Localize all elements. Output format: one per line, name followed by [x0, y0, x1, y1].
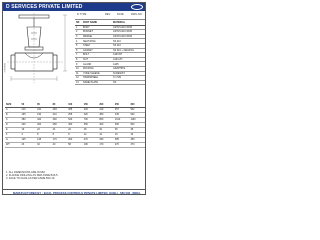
dims-cell: 170 — [99, 143, 104, 147]
parts-table — [75, 21, 145, 85]
parts-cell-name: GASKET — [83, 48, 93, 52]
dims-header-cell: 50 — [21, 103, 25, 107]
dims-cell: 8 — [37, 133, 39, 137]
dims-cell: 460 — [52, 118, 57, 122]
parts-cell-name: STEM — [83, 44, 90, 48]
dims-cell: 520 — [130, 113, 135, 117]
title-field-rev: REV — [105, 13, 111, 16]
parts-cell-sr: 10 — [76, 67, 79, 71]
dims-header-cell: 65 — [37, 103, 40, 107]
company-name: D SERVICES PRIVATE LIMITED — [6, 4, 83, 10]
company-logo — [131, 4, 143, 10]
dims-cell: 385 — [114, 138, 119, 142]
dims-cell: 419 — [99, 108, 104, 112]
parts-cell-sr: 3 — [76, 35, 78, 39]
dims-cell: 19 — [21, 128, 25, 132]
dims-cell: 850 — [99, 118, 104, 122]
note-line: 2. FLANGE DRILLING AS PER ASME B16.5. — [6, 174, 59, 177]
dims-cell: 23 — [21, 143, 25, 147]
parts-cell-material: SS 410 — [113, 44, 121, 48]
parts-cell-material: A193 B7 — [113, 53, 123, 57]
parts-cell-sr: 9 — [76, 62, 78, 66]
dimensions-table — [5, 103, 145, 148]
parts-cell-material: ASTM A216 WCB — [113, 30, 132, 34]
dims-cell: 216 — [21, 108, 26, 112]
valve-drawing — [5, 13, 74, 91]
dims-cell: 40 — [52, 143, 56, 147]
parts-cell-sr: 1 — [76, 25, 78, 29]
dims-cell: 450 — [130, 138, 135, 142]
dims-header-cell: 80 — [52, 103, 56, 107]
dims-cell: 700 — [83, 118, 88, 122]
dims-cell: B — [6, 113, 8, 117]
parts-cell-material: NI-RESIST — [113, 71, 125, 75]
parts-cell-material: CI / MS — [113, 76, 121, 80]
dims-cell: 380 — [21, 118, 26, 122]
dims-cell: 241 — [37, 108, 42, 112]
parts-cell-name: BONNET — [83, 30, 93, 34]
dims-header-cell: 150 — [83, 103, 88, 107]
dims-cell: 190 — [37, 113, 42, 117]
parts-cell-sr: 7 — [76, 53, 78, 57]
parts-cell-material: SS — [113, 81, 117, 85]
dims-cell: 16 — [114, 133, 118, 137]
parts-cell-sr: 13 — [76, 81, 79, 85]
parts-cell-sr: 6 — [76, 48, 78, 52]
dims-cell: 370 — [130, 143, 135, 147]
parts-row — [75, 81, 145, 86]
drawing-sheet — [2, 2, 146, 195]
dims-cell: 305 — [68, 108, 73, 112]
dims-cell: 106 — [83, 143, 88, 147]
dims-cell: 24 — [52, 128, 56, 132]
dims-cell: 170 — [52, 138, 57, 142]
dims-cell: 540 — [68, 118, 73, 122]
dims-cell: 8 — [52, 133, 54, 137]
parts-cell-material: A105 — [113, 62, 119, 66]
dims-cell: 450 — [114, 123, 119, 127]
dims-cell: WT — [6, 143, 10, 147]
note-line: 1. ALL DIMENSIONS ARE IN MM. — [6, 171, 46, 174]
dims-cell: 22 — [37, 128, 40, 132]
dims-cell: E — [6, 128, 8, 132]
dims-cell: 12 — [83, 133, 87, 137]
dims-cell: A — [6, 108, 8, 112]
parts-cell-name: BOLT — [83, 53, 90, 57]
dims-cell: 300 — [68, 123, 73, 127]
dims-cell: 330 — [99, 138, 104, 142]
parts-cell-name: BODY — [83, 25, 90, 29]
dims-cell: 8 — [68, 133, 70, 137]
parts-cell-name: GLAND — [83, 62, 92, 66]
dims-header-cell: 250 — [114, 103, 119, 107]
parts-cell-name: PACKING — [83, 67, 94, 71]
dims-cell: 1010 — [114, 118, 121, 122]
dims-header-cell: SIZE — [6, 103, 12, 107]
parts-cell-material: SS 410 — [113, 39, 121, 43]
title-field-date: DATE — [117, 13, 124, 16]
dims-row — [5, 143, 145, 148]
parts-cell-sr: 4 — [76, 39, 78, 43]
note-line: 3. FACE TO FACE AS PER ASME B16.10. — [6, 177, 56, 180]
parts-header-name: PART NAME — [83, 21, 98, 25]
dims-header-cell: 100 — [68, 103, 73, 107]
dims-cell: 457 — [114, 108, 119, 112]
dims-cell: 270 — [83, 138, 88, 142]
dims-cell: 38 — [130, 128, 134, 132]
parts-cell-material: ASTM A216 WCB — [113, 25, 132, 29]
dims-cell: 420 — [37, 118, 42, 122]
dims-cell: G — [6, 138, 8, 142]
dims-cell: 270 — [114, 143, 119, 147]
parts-cell-material: GRAPHITE — [113, 67, 126, 71]
dims-cell: 200 — [68, 138, 73, 142]
parts-cell-material: SS 316 + GRAFOIL — [113, 48, 135, 52]
parts-cell-sr: 2 — [76, 30, 78, 34]
dims-cell: 32 — [37, 143, 40, 147]
parts-cell-name: WEDGE — [83, 35, 93, 39]
parts-cell-name: NAME PLATE — [83, 81, 98, 85]
parts-cell-name: YOKE SLEEVE — [83, 71, 100, 75]
dims-cell: 250 — [52, 123, 57, 127]
dims-cell: 32 — [99, 128, 102, 132]
parts-cell-sr: 8 — [76, 58, 78, 62]
parts-cell-name: HANDWHEEL — [83, 76, 99, 80]
dims-cell: 165 — [21, 113, 26, 117]
dims-cell: 320 — [83, 113, 88, 117]
parts-cell-name: SEAT RING — [83, 39, 96, 43]
dims-cell: 200 — [37, 123, 42, 127]
dims-cell: 145 — [37, 138, 42, 142]
parts-cell-material: A194 2H — [113, 58, 123, 62]
parts-cell-name: NUT — [83, 58, 88, 62]
dims-cell: D — [6, 123, 8, 127]
dims-cell: 125 — [21, 138, 26, 142]
dims-cell: C — [6, 118, 8, 122]
dims-cell: 400 — [99, 123, 104, 127]
notes-block — [6, 171, 144, 180]
dims-header-cell: 300 — [130, 103, 135, 107]
title-block — [75, 12, 145, 20]
dims-cell: 210 — [52, 113, 57, 117]
title-field-dwg: DWG NO. — [131, 13, 143, 16]
dims-cell: 58 — [68, 143, 71, 147]
parts-cell-sr: 11 — [76, 71, 79, 75]
dims-cell: 500 — [130, 123, 135, 127]
dims-cell: 4 — [21, 133, 23, 137]
dims-cell: 35 — [114, 128, 118, 132]
dims-cell: 24 — [68, 128, 71, 132]
parts-cell-sr: 12 — [76, 76, 79, 80]
title-label: D TYPE — [77, 13, 87, 16]
dims-cell: 502 — [130, 108, 135, 112]
dims-cell: 283 — [52, 108, 57, 112]
dims-cell: 350 — [83, 123, 88, 127]
parts-header-material: MATERIAL — [113, 21, 126, 25]
dims-cell: 1160 — [130, 118, 136, 122]
sheet-footer — [3, 189, 145, 196]
manufacturer-text: MANUFACTURED BY : B.D.K. PROCESS CONTROLS PRIVATE LIMITED, HUBLI - 580 030 , INDIA. — [13, 190, 141, 195]
sheet-header — [3, 3, 145, 11]
dims-cell: 445 — [114, 113, 119, 117]
parts-cell-material: ASTM A216 WCB — [113, 35, 132, 39]
parts-header-sr: SR — [76, 21, 80, 25]
parts-cell-sr: 5 — [76, 44, 78, 48]
dims-cell: 255 — [68, 113, 73, 117]
dims-cell: 28 — [83, 128, 87, 132]
side-label: DRAWING — [3, 63, 5, 73]
dims-cell: 16 — [130, 133, 134, 137]
dims-cell: 200 — [21, 123, 26, 127]
dims-cell: 380 — [99, 113, 104, 117]
dims-cell: 12 — [99, 133, 102, 137]
dims-header-cell: 200 — [99, 103, 104, 107]
dims-cell: F — [6, 133, 8, 137]
dims-cell: 403 — [83, 108, 88, 112]
